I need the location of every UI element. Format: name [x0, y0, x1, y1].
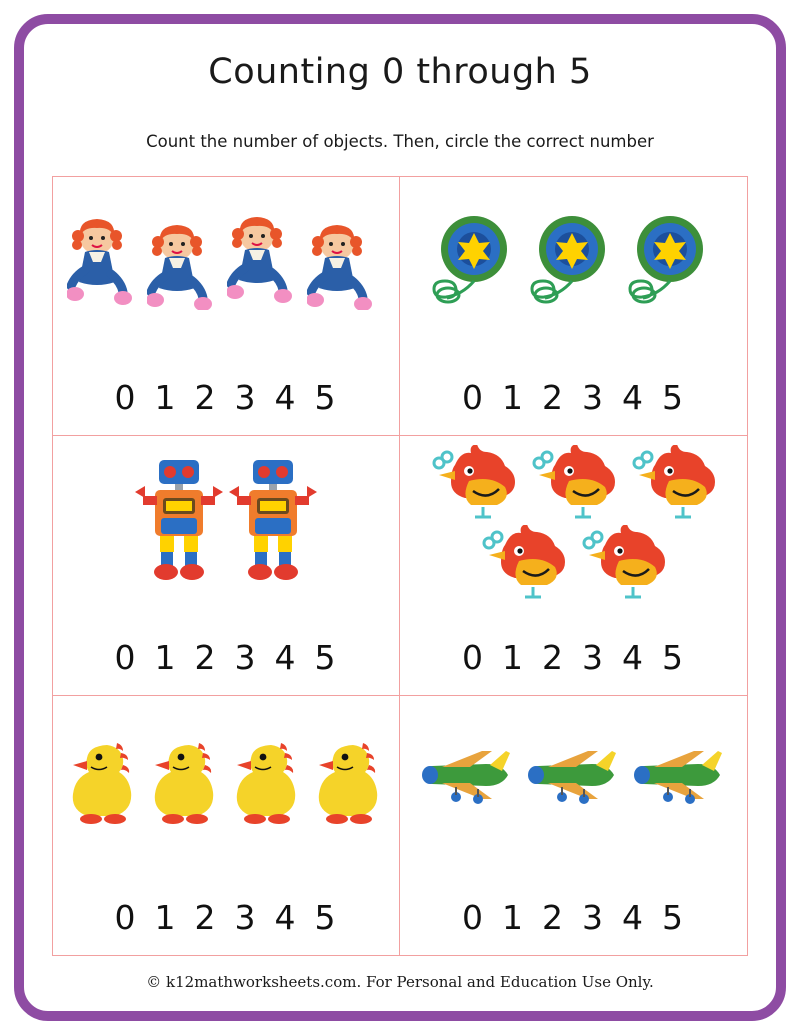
problem-cell-5 — [53, 696, 400, 955]
problem-cell-2 — [400, 177, 747, 436]
number-choice[interactable]: 5 — [662, 378, 685, 418]
number-choice[interactable]: 4 — [622, 898, 645, 937]
duckling-icon — [227, 735, 307, 827]
number-choice[interactable]: 4 — [622, 378, 645, 418]
number-choice[interactable]: 2 — [194, 637, 218, 677]
number-choice[interactable]: 1 — [154, 898, 178, 937]
number-choice[interactable]: 1 — [154, 637, 178, 677]
number-choices-6 — [400, 898, 747, 937]
rag-doll-icon — [67, 214, 145, 310]
number-choice[interactable]: 1 — [502, 637, 525, 677]
cardinal-bird-icon — [575, 525, 673, 603]
yoyo-icon — [526, 207, 622, 317]
object-group-airplanes — [400, 696, 747, 866]
number-choice[interactable]: 5 — [314, 898, 338, 937]
number-choice[interactable]: 2 — [194, 378, 218, 418]
page-title: Counting 0 through 5 — [208, 52, 592, 92]
duckling-icon — [145, 735, 225, 827]
number-choice[interactable]: 2 — [194, 898, 218, 937]
number-choices-2 — [400, 378, 747, 417]
number-choices-4 — [400, 638, 747, 677]
object-group-birds — [400, 436, 747, 606]
number-choice[interactable]: 0 — [462, 637, 485, 677]
number-choice[interactable]: 1 — [502, 898, 525, 937]
number-choice[interactable]: 2 — [542, 637, 565, 677]
object-group-ducks — [53, 696, 399, 866]
number-choice[interactable]: 4 — [274, 898, 298, 937]
number-choice[interactable]: 0 — [462, 898, 485, 937]
number-choice[interactable]: 3 — [582, 637, 605, 677]
number-choice[interactable]: 0 — [114, 378, 138, 418]
object-group-yoyos — [400, 177, 747, 347]
rag-doll-icon — [227, 214, 305, 310]
number-choices-5 — [53, 898, 399, 937]
rag-doll-icon — [147, 214, 225, 310]
number-choices-3 — [53, 638, 399, 677]
cardinal-bird-icon — [625, 445, 723, 523]
object-group-robots — [53, 436, 399, 606]
number-choice[interactable]: 3 — [582, 378, 605, 418]
robot-icon — [227, 456, 319, 586]
robot-icon — [133, 456, 225, 586]
cardinal-bird-icon — [475, 525, 573, 603]
rag-doll-icon — [307, 214, 385, 310]
problem-cell-1 — [53, 177, 400, 436]
number-choice[interactable]: 0 — [462, 378, 485, 418]
problem-cell-6 — [400, 696, 747, 955]
cardinal-bird-icon — [525, 445, 623, 523]
number-choice[interactable]: 2 — [542, 378, 565, 418]
yoyo-icon — [428, 207, 524, 317]
number-choice[interactable]: 0 — [114, 637, 138, 677]
number-choice[interactable]: 3 — [234, 637, 258, 677]
number-choice[interactable]: 3 — [234, 378, 258, 418]
duckling-icon — [309, 735, 389, 827]
airplane-icon — [628, 741, 732, 821]
problems-grid — [52, 176, 748, 956]
number-choice[interactable]: 3 — [234, 898, 258, 937]
number-choice[interactable]: 4 — [274, 637, 298, 677]
number-choice[interactable]: 5 — [314, 378, 338, 418]
instructions-text: Count the number of objects. Then, circle the correct number — [146, 132, 654, 151]
airplane-icon — [416, 741, 520, 821]
number-choices-1 — [53, 378, 399, 417]
object-group-dolls — [53, 177, 399, 347]
footer-credit: © k12mathworksheets.com. For Personal and Education Use Only. — [146, 973, 654, 991]
number-choice[interactable]: 3 — [582, 898, 605, 937]
number-choice[interactable]: 2 — [542, 898, 565, 937]
problem-cell-3 — [53, 436, 400, 695]
number-choice[interactable]: 4 — [622, 637, 645, 677]
cardinal-bird-icon — [425, 445, 523, 523]
airplane-icon — [522, 741, 626, 821]
number-choice[interactable]: 5 — [314, 637, 338, 677]
number-choice[interactable]: 0 — [114, 898, 138, 937]
number-choice[interactable]: 4 — [274, 378, 298, 418]
number-choice[interactable]: 5 — [662, 898, 685, 937]
number-choice[interactable]: 1 — [154, 378, 178, 418]
yoyo-icon — [624, 207, 720, 317]
number-choice[interactable]: 5 — [662, 637, 685, 677]
duckling-icon — [63, 735, 143, 827]
number-choice[interactable]: 1 — [502, 378, 525, 418]
problem-cell-4 — [400, 436, 747, 695]
